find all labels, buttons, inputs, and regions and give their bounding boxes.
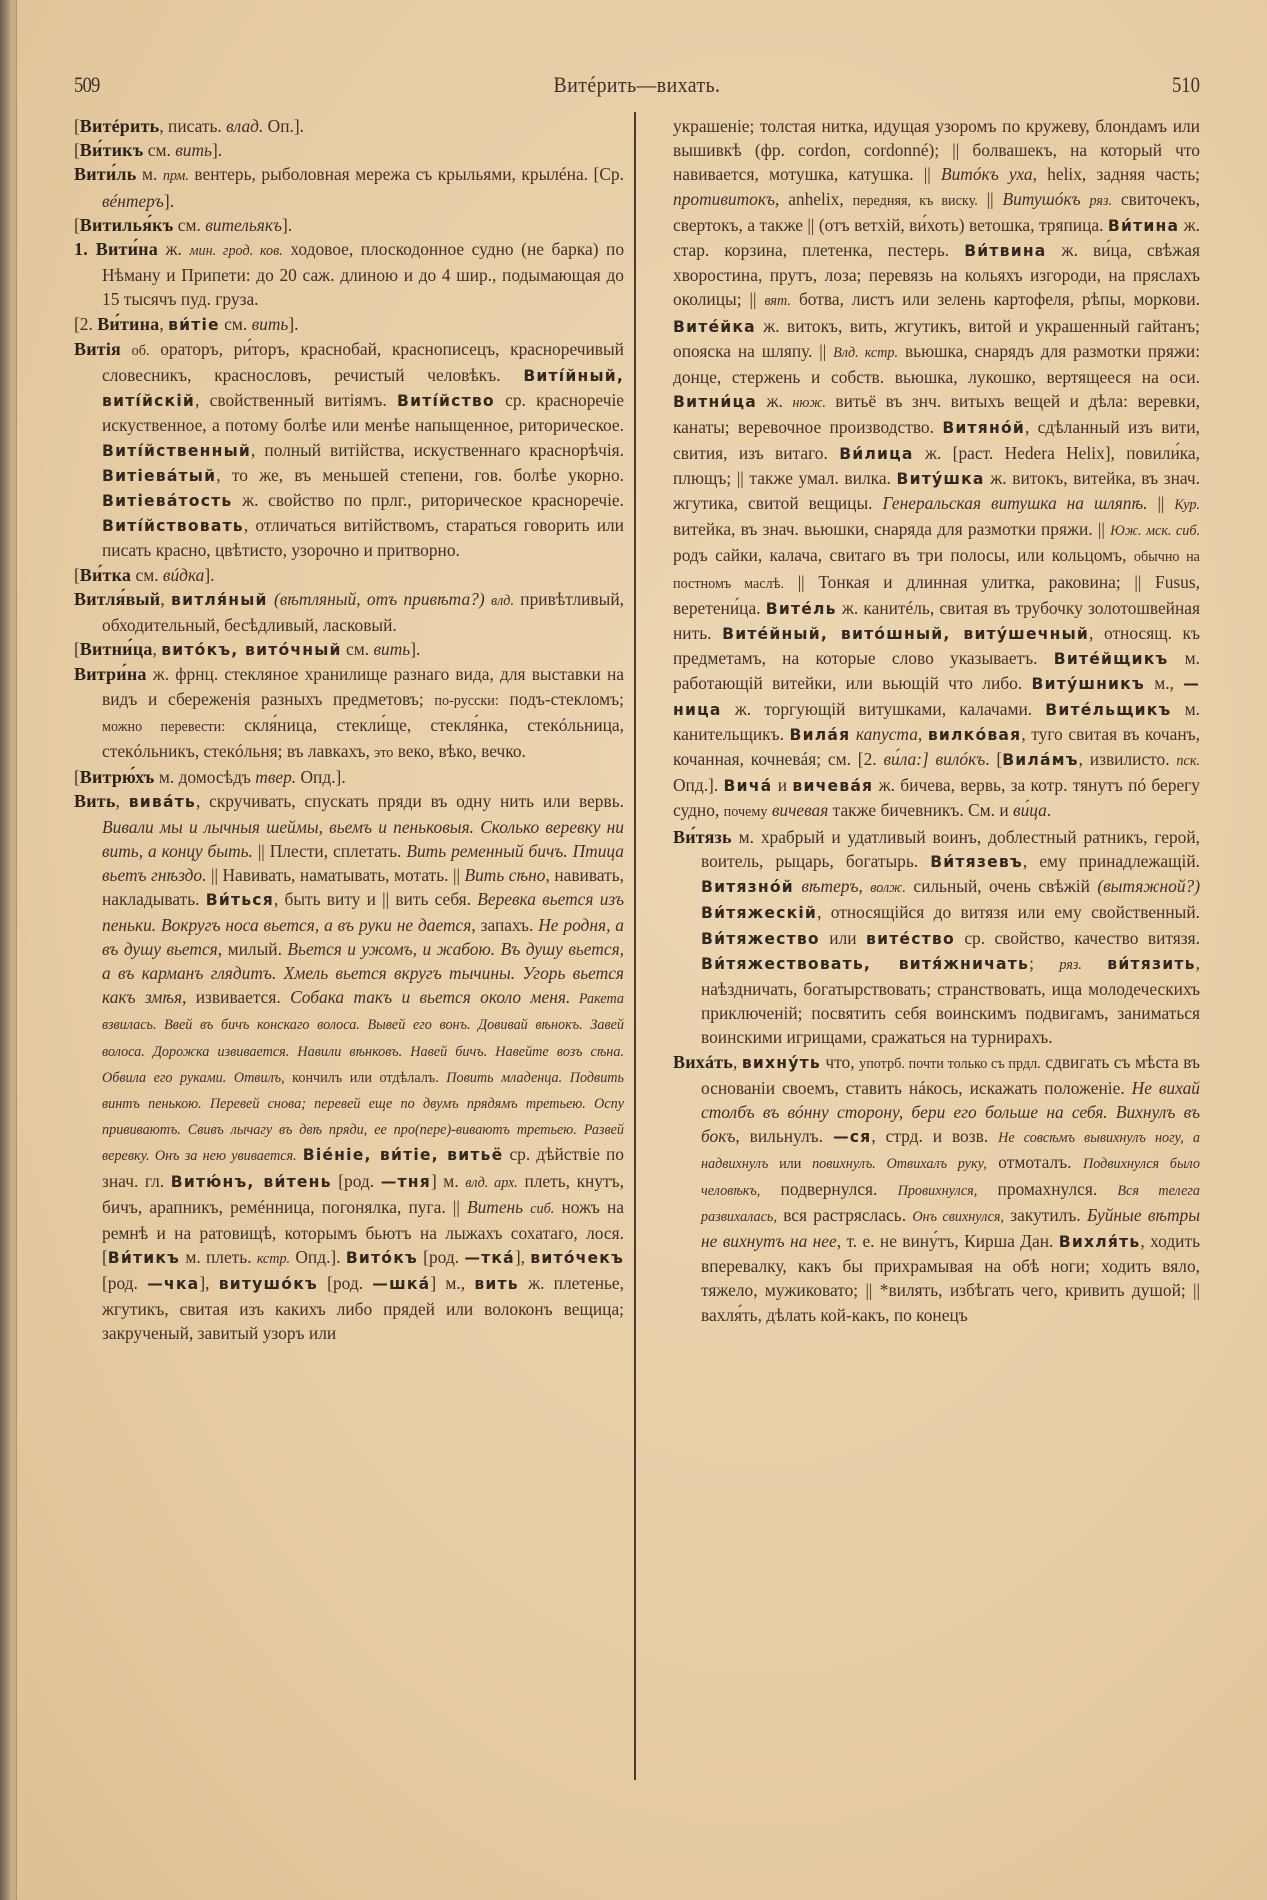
entry-text: твер. [255, 767, 297, 788]
entry-text: ], [514, 1247, 531, 1268]
entry-text: , [858, 876, 871, 897]
entry-text: ви́ца [1013, 800, 1047, 821]
entry-text: ]. [288, 313, 299, 334]
entry-text: повихнулъ. Отвихалъ руку, [812, 1156, 987, 1173]
entry-text: Витушóкъ [1002, 188, 1081, 209]
derived-word: Витíйствовать [102, 517, 244, 536]
derived-word: Витéйщикъ [1053, 650, 1169, 669]
derived-word: Витéйный, витóшный, виту́шечный [722, 625, 1090, 644]
entry-text: ср. свойство, качество витязя. [954, 927, 1200, 948]
derived-word: Ви́тязевъ [930, 852, 1023, 871]
entry-text: , извилисто. [1078, 749, 1177, 770]
dictionary-entry [74, 563, 624, 587]
entry-text: вичевая [771, 800, 829, 821]
dictionary-entry [673, 114, 1200, 825]
dictionary-entry [74, 662, 624, 765]
entry-text: можно перевести: [102, 718, 226, 735]
entry-text: , скручивать, спускать пряди въ одну нить или вервь. [195, 791, 624, 812]
entry-text: , милый. [217, 938, 288, 959]
entry-text: волж. [870, 880, 906, 897]
headword: Витія [74, 338, 121, 359]
entry-text: по-русски: [434, 692, 499, 709]
derived-word: Витéль [765, 599, 837, 618]
derived-word: —ся [832, 1128, 872, 1147]
entry-text: ви́ла:] вилóкъ [883, 749, 986, 770]
entry-text: отмоталъ. [986, 1152, 1084, 1173]
entry-text: ]. [410, 639, 421, 660]
entry-text: Вивали мы и лычныя шеймы, вьемъ и пеньковыя. Сколько веревку ни вить, а концу быть. [102, 816, 624, 861]
entry-text: , туго свитая въ кочанъ, кочанная, кочневáя; см. [2. [673, 723, 1200, 770]
entry-text: ] м., [430, 1273, 475, 1294]
entry-text: , [160, 588, 171, 609]
entry-text: [род. [331, 1170, 381, 1191]
entry-text: ж. бичева, вервь, за котр. тянутъ пó берегу судно, [673, 775, 1200, 821]
entry-text: , [159, 313, 169, 334]
derived-word: —ница [673, 675, 1200, 719]
derived-word: Ви́твина [964, 242, 1047, 261]
entry-text: , anhelix, [775, 188, 853, 209]
dictionary-entry [74, 138, 624, 162]
derived-word: Ви́тяжествовать, витя́жничать [701, 954, 1030, 973]
entry-text: прм. [162, 168, 189, 185]
derived-word: Вичá [723, 777, 773, 796]
derived-word: вить [474, 1275, 519, 1294]
dictionary-entry [74, 114, 624, 138]
entry-text: мин. грод. ков. [189, 243, 283, 260]
entry-text: Не вихай столбъ въ вóнну сторону, бери его больше на себя. Вихнулъ въ бокъ [701, 1077, 1200, 1147]
entry-text: ж. стар. корзина, плетенка, пестерь. [673, 214, 1200, 261]
entry-text: , наѣздничать, богатырствовать; странствовать, ища молодеческихъ приключеній; посвятить себя воинскимъ подвигамъ, заниматься воинскими игрищами, сражаться на турнирахъ. [701, 952, 1200, 1048]
dictionary-entry [74, 162, 624, 212]
entry-text: ]. [163, 190, 175, 211]
entry-text: родъ сайки, калача, свитаго въ три полосы, или кольцомъ, [673, 545, 1134, 566]
left-column [74, 114, 624, 1345]
entry-text: , извивается. [182, 987, 291, 1008]
derived-word: —чка [147, 1275, 200, 1294]
headword: Ви́тина [97, 313, 160, 334]
headword: Витрю́хъ [79, 767, 155, 788]
entry-text: влд. [490, 592, 515, 609]
entry-text: ораторъ, ри́торъ, краснобай, краснописецъ, красноречивый словесникъ, краснословъ, речистый человѣкъ. [102, 338, 624, 386]
entry-text: , относящійся до витязя или ему свойственный. [817, 902, 1200, 923]
entry-text: , навивать, накладывать. [102, 865, 624, 910]
entry-text: Веревка вьется изъ пеньки. Вокругъ носа вьется, а въ руки не дается [102, 889, 624, 935]
derived-word: витóкъ, витóчный [161, 641, 342, 660]
entry-text: нюж. [792, 395, 826, 412]
derived-word: Витíйство [397, 392, 495, 411]
derived-word: Ви́тина [1107, 216, 1180, 235]
entry-text: вят. [764, 293, 791, 310]
entry-text: || Тонкая и длинная улитка, раковина; || Fusus, веретени́ца. [673, 571, 1200, 618]
entry-text: (вѣтляный, отъ привѣта?) [273, 588, 485, 609]
entry-text: об. [131, 342, 150, 359]
dictionary-entry [74, 237, 624, 312]
entry-text: свиточекъ, свертокъ, а также || (отъ ветхій, ви́хоть) ветошка, тряпица. [673, 188, 1200, 235]
entry-text: или [819, 927, 866, 948]
derived-word: вивáть [128, 793, 196, 812]
derived-word: Ви́лица [839, 444, 914, 463]
entry-text: что, [820, 1051, 860, 1072]
entry-text: , запахъ. [471, 914, 539, 935]
entry-text: [ [74, 767, 80, 788]
entry-text: подъ-стекломъ; [498, 688, 624, 709]
derived-word: Витíйный, витíйскій [102, 367, 624, 411]
entry-text: Ракета взвилась. Ввей въ бичъ конскаго волоса. Вывей его вонъ. Довивай вѣнокъ. Завей волоса. Дорожка извивается. Навили вѣнковъ. Навей бичъ. Навейте возъ сѣна. Обвила его руками. Отвилъ, [102, 991, 624, 1086]
entry-text: также бичевникъ. См. и [828, 800, 1014, 821]
entry-text: , сдѣланный изъ вити, свития, изъ витаго. [673, 417, 1200, 463]
entry-text: и [772, 775, 793, 796]
derived-word: Виту́шникъ [1031, 675, 1145, 694]
column-divider [634, 112, 636, 1780]
derived-word: —шка́ [372, 1275, 431, 1294]
entry-text: Опд.]. [673, 775, 724, 796]
headword: 1. Вити́на [74, 239, 158, 260]
entry-text: [род. [102, 1273, 148, 1294]
entry-text: сдвигать съ мѣста въ основаніи своемъ, ставить нáкось, искажать положеніе. [701, 1051, 1200, 1098]
entry-text: , [917, 723, 928, 744]
entry-text: это [374, 745, 394, 762]
entry-text: Онъ свихнулся, [912, 1208, 1005, 1225]
entry-text: вить [251, 313, 289, 334]
entry-text: Вся телега развихалась, [701, 1182, 1200, 1225]
entry-text: витьё въ знч. витыхъ вещей и дѣла: веревки, канаты; веревочное производство. [673, 391, 1200, 438]
entry-text: Собака такъ и вьется около меня. [290, 987, 571, 1008]
entry-text: кончилъ или отдѣлалъ. [284, 1069, 439, 1086]
derived-word: Ви́тикъ [107, 1249, 181, 1268]
entry-text: или [768, 1156, 813, 1173]
entry-text: Вить сѣно [464, 865, 546, 886]
derived-word: витóчекъ [530, 1249, 624, 1268]
entry-text: (вытяжной?) [1097, 876, 1200, 897]
derived-word: Вилáя [789, 725, 851, 744]
entry-text: Оп.]. [263, 116, 304, 136]
entry-text: ж. витокъ, витейка, въ знач. жгутика, свитой вещицы. [673, 467, 1201, 514]
headword: Ви́тязь [673, 826, 732, 847]
derived-word: Витю́нъ, ви́тень [170, 1172, 332, 1191]
entry-text: см. [143, 140, 176, 161]
entry-text: ж. витокъ, вить, жгутикъ, витой и украшенный гайтанъ; опояска на шляпу. || [673, 315, 1200, 361]
entry-text: вьюшка, снарядъ для размотки пряжи: донце, стержень и собств. вьюшка, лукошко, вертящееся на оси. [673, 340, 1201, 388]
page-number-left: 509 [74, 72, 100, 97]
derived-word: витéство [866, 929, 955, 948]
entry-text: передняя, къ виску. [852, 192, 978, 209]
entry-text: , ему принадлежащій. [1022, 850, 1201, 871]
book-binding-strip [10, 0, 17, 1900]
entry-text: почему [723, 804, 768, 821]
entry-text: ряз. [1059, 956, 1082, 973]
entry-text: ж. ви́ца, свѣжая хворостина, прутъ, лоза; перевязь на кольяхъ изгороди, на пряслахъ околицы; || [673, 240, 1200, 310]
dictionary-entry [74, 337, 624, 563]
entry-text: сильный, очень свѣжій [905, 876, 1098, 897]
entry-text: см. [131, 564, 163, 585]
entry-text: ; [1029, 952, 1060, 973]
headword: Витри́на [74, 664, 147, 685]
entry-text: витейка, въ знач. вьюшки, снаряда для размотки пряжи. || [673, 519, 1111, 540]
derived-word: вилкóвая [927, 725, 1022, 744]
headword: Витилья́къ [79, 214, 174, 235]
entry-text: Не совсѣмъ вывихнулъ ногу, а надвихнулъ [701, 1130, 1200, 1173]
entry-text: м. храбрый и удатливый воинъ, доблестный ратникъ, герой, воитель, рыцарь, богатырь. [701, 826, 1200, 871]
entry-text: , ходить вперевалку, какъ бы прихрамывая на обѣ ноги; ходить вяло, тяжело, мужиковато; || *вилять, избѣгать чего, кривить душой; || вахля́ть, дѣлать кой-какъ, по конецъ [701, 1230, 1201, 1325]
derived-word: ви́тіе [168, 315, 220, 334]
derived-word: Вихля́ть [1058, 1232, 1141, 1251]
dictionary-entry [74, 213, 624, 237]
entry-text: см. [173, 214, 206, 235]
dictionary-entry [673, 1050, 1200, 1327]
entry-text: влад. [226, 116, 264, 136]
entry-text: , полный витійства, искуственнаго краснорѣчія. [251, 439, 624, 460]
entry-text: вéнтеръ [102, 190, 164, 211]
entry-text: влд. арх. [465, 1174, 518, 1191]
headword: Вить [74, 791, 116, 812]
entry-text: ср. дѣйствіе по знач. гл. [102, 1144, 624, 1191]
entry-text: . [ [985, 749, 1003, 770]
entry-text: ж. плетенье, жгутикъ, свитая изъ какихъ либо прядей или волоконъ вещица; закрученый, завитый узоръ или [102, 1273, 624, 1343]
derived-word: вичевáя [792, 777, 874, 796]
entry-text: [ [74, 214, 80, 235]
entry-text: ] м. [430, 1170, 466, 1191]
entry-text: ]. [211, 140, 223, 161]
derived-word: Ви́тяжескій [701, 904, 818, 923]
entry-text: , свойственный витіямъ. [195, 390, 398, 411]
entry-text: вся растряслась. [776, 1204, 913, 1225]
headword: Витля́вый [74, 588, 161, 609]
entry-text: , вильнулъ. [735, 1126, 833, 1147]
entry-text: , [732, 1051, 742, 1072]
entry-text: ряз. [1089, 192, 1113, 209]
entry-text: скля́ница, стекли́ще, стекля́нка, стекóльница, стекóльникъ, стекóльня; въ лавкахъ, [102, 714, 624, 762]
entry-text: [2. [74, 313, 98, 334]
entry-text: Генеральская витушка на шляпѣ. [882, 493, 1148, 514]
entry-text: ходовое, плоскодонное судно (не барка) по Нѣману и Припети: до 20 саж. длиною и до 4 шир., подымающая до 15 тысячъ пуд. груза. [102, 239, 625, 310]
entry-text: , писать. [159, 116, 227, 136]
dictionary-entry [673, 825, 1200, 1050]
entry-text: противитокъ [673, 188, 776, 209]
derived-word: —тка́ [464, 1249, 515, 1268]
entry-text: Витень [466, 1196, 524, 1217]
entry-text: ж. [157, 239, 190, 260]
headword: Вихáть [673, 1051, 733, 1072]
entry-text: см. [219, 313, 252, 334]
entry-text: ножъ на ремнѣ и на ратовищѣ, которымъ бьютъ на лыжахъ сохатаго, лося. [ [102, 1196, 624, 1268]
entry-text: Подвихнулся было человѣкъ, [701, 1156, 1201, 1199]
entry-text: вительякъ [205, 214, 283, 235]
entry-text: вить [175, 140, 212, 161]
entry-text: ж. фрнц. стекляное хранилище разнаго вида, для выставки на видъ и сбереженія разныхъ предметовъ; [102, 664, 624, 709]
entry-text: вить [373, 639, 411, 660]
entry-text: Буйные вѣтры не вихнутъ на нее [701, 1204, 1200, 1251]
entry-text: плеть, кнутъ, бичъ, арапникъ, ремéнница, погонялка, пуга. || [102, 1170, 624, 1217]
entry-text: Вьется и ужомъ, и жабою. Въ душу вьется, а въ карманъ глядитъ. Хмель вьется вкругъ тычины. Угорь вьется какъ змѣя [102, 938, 624, 1008]
entry-text: Влд. кстр. [833, 344, 899, 361]
derived-word: Витіевáтость [102, 492, 233, 511]
derived-word: Витязнóй [701, 878, 794, 897]
entry-text: вúдка [162, 564, 205, 585]
entry-text: м. домосѣдъ [154, 767, 256, 788]
entry-text: Повить младенца. Подвить винтъ пенькою. Перевей снова; перевей еще по двумъ прядямъ третьею. Оспу прививаютъ. Свивъ лычагу въ двѣ пряди, ее про(пере)-виваютъ третьею. Развей веревку. Онъ за нею увивается. [102, 1069, 624, 1165]
entry-text: ]. [282, 214, 293, 235]
entry-text: , отличаться витійствомъ, стараться говорить или писать красно, цвѣтисто, узорочно и притворно. [102, 515, 624, 561]
entry-text: украшеніе; толстая нитка, идущая узоромъ по кружеву, блондамъ или вышивкѣ (фр. cordon, cordonné); || болвашекъ, на который что навивается, мотушка, катушка. || [673, 116, 1200, 185]
entry-text: , быть виту и || вить себя. [273, 889, 478, 910]
derived-word: Витіевáтый [102, 466, 217, 485]
entry-text: , стрд. и возв. [871, 1126, 999, 1147]
entry-text: см. [341, 639, 374, 660]
entry-text: вѣтеръ [801, 876, 859, 897]
entry-text: промахнулся. [977, 1178, 1118, 1199]
entry-text: Кур. [1174, 497, 1200, 514]
derived-word: Витéльщикъ [1045, 700, 1172, 719]
entry-text: Юж. мск. сиб. [1110, 523, 1201, 540]
headword: Ви́тка [79, 564, 132, 585]
dictionary-entry [74, 765, 624, 789]
derived-word: вихну́ть [741, 1053, 821, 1072]
entry-text: , helix, задняя часть; [1032, 164, 1200, 185]
entry-text: [ [74, 639, 80, 660]
entry-text: привѣтливый, обходительный, бесѣдливый, ласковый. [102, 588, 624, 636]
entry-text: закутилъ. [1004, 1204, 1087, 1225]
entry-text: ж. свойство по прлг., риторическое красноречіе. [232, 490, 624, 511]
entry-text: [род. [317, 1273, 373, 1294]
entry-text: , [152, 639, 162, 660]
entry-text: ж. канитéль, свитая въ трубочку золотошвейная нить. [673, 597, 1200, 644]
derived-word: Віéніе, ви́тіе, витьё [302, 1146, 504, 1165]
entry-text: подвернулся. [760, 1178, 898, 1199]
entry-text: [ [74, 116, 80, 136]
entry-text: кстр. [256, 1251, 291, 1268]
derived-word: витля́ный [171, 590, 268, 609]
entry-text: ж. торгующій витушками, калачами. [721, 698, 1046, 719]
derived-word: ви́тязить [1107, 954, 1196, 973]
entry-text: [род. [417, 1247, 465, 1268]
dictionary-entry [74, 789, 624, 1344]
entry-text: м. канительщикъ. [673, 698, 1200, 744]
derived-word: Виту́шка [896, 469, 985, 488]
entry-text: м. плеть. [180, 1247, 257, 1268]
entry-text [121, 339, 132, 359]
derived-word: Витóкъ [345, 1249, 418, 1268]
derived-word: Ви́тяжество [701, 929, 820, 948]
entry-text: Витóкъ уха [940, 164, 1033, 185]
dictionary-entry [74, 312, 624, 337]
entry-text: сиб. [530, 1200, 555, 1217]
entry-text: вентерь, рыболовная мережа съ крыльями, крылéна. [Ср. [188, 164, 624, 185]
entry-text: м., [1144, 673, 1184, 694]
derived-word: Вилáмъ [1002, 751, 1079, 770]
entry-text: , относящ. къ предметамъ, на которые слово указываетъ. [673, 623, 1200, 669]
entry-text: [ [74, 140, 80, 161]
page-number-right: 510 [1171, 72, 1200, 97]
dictionary-entry [74, 637, 624, 662]
entry-text: ботва, листъ или зелень картофеля, рѣпы, моркови. [790, 289, 1200, 310]
derived-word: витушóкъ [218, 1275, 318, 1294]
right-column [673, 114, 1200, 1327]
entry-text: капуста [855, 723, 918, 744]
entry-text: Опд.]. [290, 1247, 346, 1268]
entry-text: || Навивать, наматывать, мотать. || [206, 865, 465, 886]
entry-text: м. [136, 164, 163, 185]
entry-text: Опд.]. [296, 767, 346, 788]
headword: Витéрить [79, 116, 160, 136]
entry-text: обычно на постномъ маслѣ. [673, 549, 1200, 592]
headword: Ви́тикъ [79, 140, 144, 161]
entry-text: Не родня, а въ душу вьется [102, 914, 624, 959]
page-title: Витéрить—вихать. [553, 72, 721, 97]
entry-text: . [1046, 800, 1052, 821]
derived-word: —тня [380, 1172, 431, 1191]
entry-text: ], [199, 1273, 219, 1294]
derived-word: Витíйственный [102, 441, 252, 460]
headword: Вити́ль [74, 164, 137, 185]
entry-text: употрб. почти только съ прдл. [859, 1055, 1041, 1072]
entry-text: Провихнулся, [897, 1182, 978, 1199]
entry-text: , [115, 791, 129, 812]
entry-text: веко, вѣко, вечко. [393, 741, 526, 762]
entry-text: ж. [раст. Hedera Helix], повили́ка, плющъ; || также умал. вилка. [673, 442, 1201, 488]
entry-text: , т. е. не вину́тъ, Кирша Дан. [836, 1230, 1059, 1251]
entry-text: || Плести, сплетать. [252, 840, 407, 861]
entry-text: ]. [204, 564, 215, 585]
derived-word: Ви́ться [205, 891, 274, 910]
entry-text: || [1147, 493, 1175, 514]
derived-word: Витни́ца [673, 393, 758, 412]
entry-text: || [977, 188, 1003, 209]
entry-text [1082, 953, 1107, 973]
headword: Витни́ца [79, 639, 153, 660]
entry-text: Вить ременный бичъ. Птица вьетъ гнѣздо. [102, 840, 624, 886]
entry-text: м. работающій витейки, или вьющій что либо. [673, 648, 1201, 694]
entry-text: ж. [757, 391, 793, 412]
entry-text: ср. красноречіе искуственное, а потому болѣе или менѣе напыщенное, риторическое. [102, 390, 624, 436]
running-header [74, 72, 1200, 102]
dictionary-entry [74, 587, 624, 637]
entry-text: пск. [1176, 753, 1200, 770]
entry-text: [ [74, 564, 80, 585]
derived-word: Витéйка [673, 317, 756, 336]
entry-text: , то же, въ меньшей степени, гов. болѣе укорно. [216, 464, 624, 485]
derived-word: Витянóй [942, 419, 1025, 438]
